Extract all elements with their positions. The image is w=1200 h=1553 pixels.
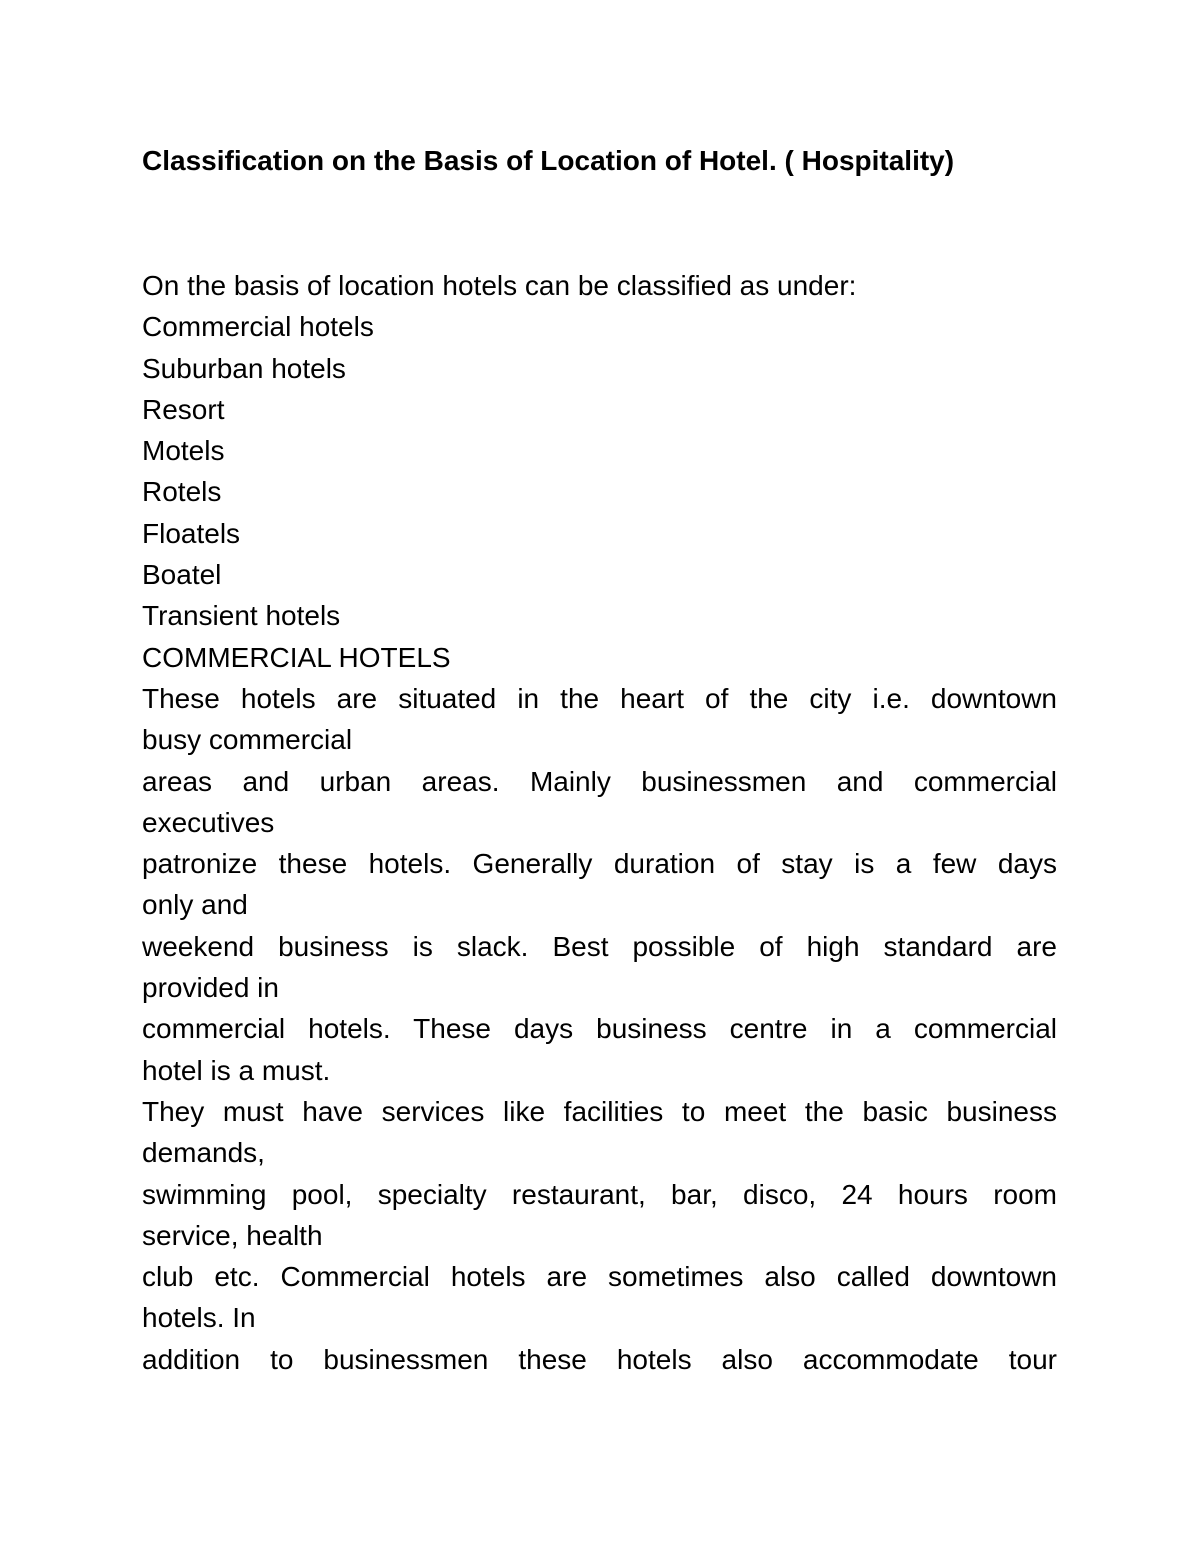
body-line: Transient hotels <box>142 600 341 632</box>
body-line: Boatel <box>142 559 222 591</box>
body-line: weekend business is slack. Best possible of high standard are <box>142 930 1057 962</box>
body-line: service, health <box>142 1219 323 1251</box>
body-line: patronize these hotels. Generally duration of stay is a few days <box>142 848 1057 880</box>
body-line: Commercial hotels <box>142 311 374 343</box>
body-line: only and <box>142 889 248 921</box>
body-line: demands, <box>142 1137 265 1169</box>
body-line: Motels <box>142 435 225 467</box>
body-line: hotel is a must. <box>142 1054 331 1086</box>
body-line: areas and urban areas. Mainly businessmen and commercial <box>142 765 1057 797</box>
body-line: provided in <box>142 972 279 1004</box>
body-line: swimming pool, specialty restaurant, bar, disco, 24 hours room <box>142 1178 1057 1210</box>
body-line: hotels. In <box>142 1302 256 1334</box>
body-line: Floatels <box>142 517 241 549</box>
body-line: Resort <box>142 393 225 425</box>
body-line: COMMERCIAL HOTELS <box>142 641 451 673</box>
body-line: These hotels are situated in the heart of the city i.e. downtown <box>142 682 1057 714</box>
document-title: Classification on the Basis of Location of Hotel. ( Hospitality) <box>142 145 955 176</box>
body-line: commercial hotels. These days business centre in a commercial <box>142 1013 1057 1045</box>
body-line: executives <box>142 806 275 838</box>
document-body <box>142 265 1057 1380</box>
body-line: Rotels <box>142 476 222 508</box>
body-line: addition to businessmen these hotels also accommodate tour <box>142 1343 1057 1375</box>
body-line: On the basis of location hotels can be classified as under: <box>142 270 857 301</box>
body-line: They must have services like facilities to meet the basic business <box>142 1095 1057 1127</box>
body-line: Suburban hotels <box>142 352 346 384</box>
body-line: club etc. Commercial hotels are sometimes also called downtown <box>142 1261 1057 1293</box>
body-line: busy commercial <box>142 724 353 756</box>
